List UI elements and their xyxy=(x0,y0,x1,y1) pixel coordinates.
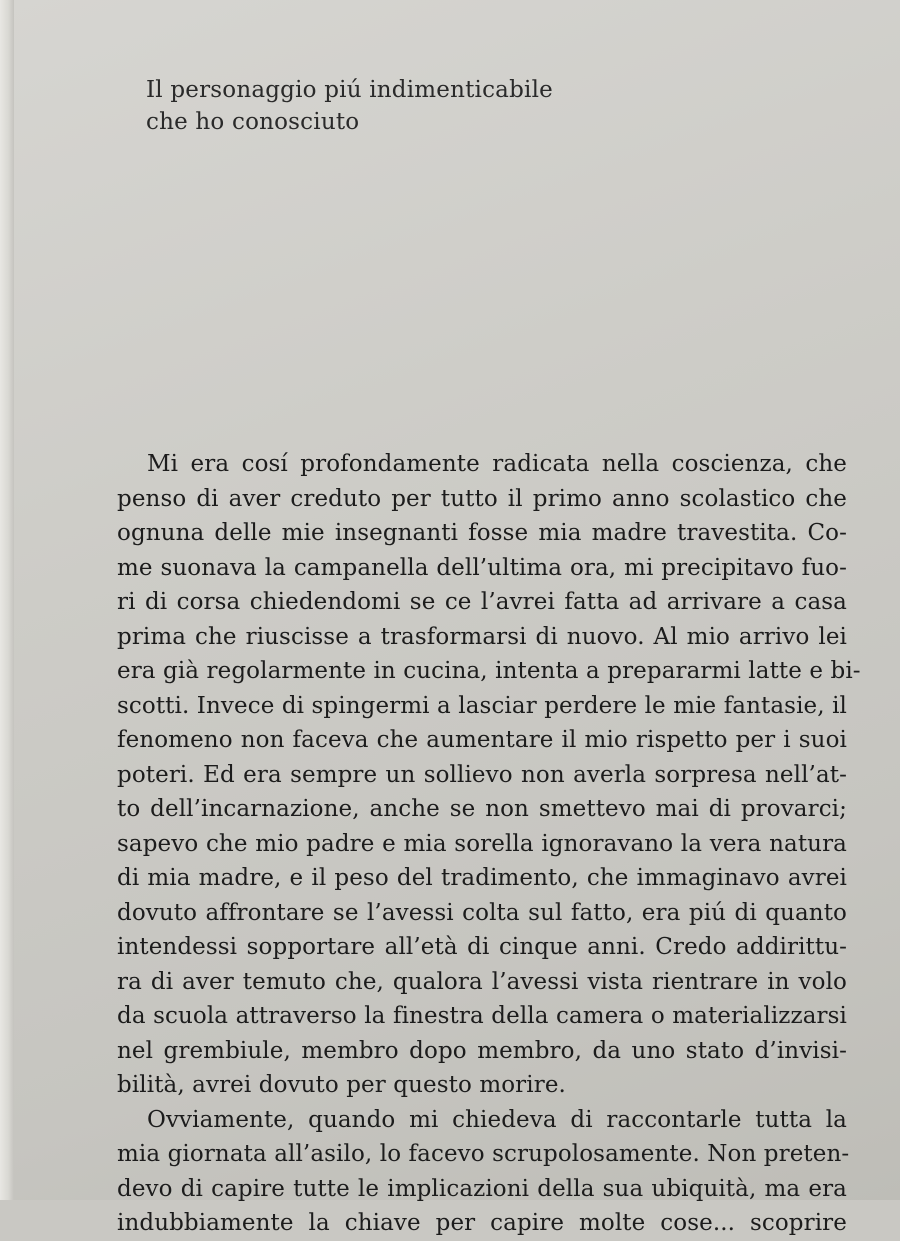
text-line: devo di capire tutte le implicazioni della sua ubiquità, ma era xyxy=(117,1175,847,1202)
text-line: poteri. Ed era sempre un sollievo non averla sorpresa nell’at- xyxy=(117,761,847,788)
text-line: ri di corsa chiedendomi se ce l’avrei fatta ad arrivare a casa xyxy=(117,589,847,615)
text-line: prima che riuscisse a trasformarsi di nuovo. Al mio arrivo lei xyxy=(117,623,847,650)
text-line: to dell’incarnazione, anche se non smettevo mai di provarci; xyxy=(117,796,847,822)
paragraph xyxy=(117,1103,850,1241)
text-line: me suonava la campanella dell’ultima ora, mi precipitavo fuo- xyxy=(117,554,847,581)
chapter-title xyxy=(146,74,646,138)
text-line: bilità, avrei dovuto per questo morire. xyxy=(117,1072,566,1098)
text-line: Mi era cosí profondamente radicata nella coscienza, che xyxy=(147,451,847,477)
text-line: sapevo che mio padre e mia sorella ignoravano la vera natura xyxy=(117,830,847,857)
text-line: fenomeno non faceva che aumentare il mio rispetto per i suoi xyxy=(117,727,847,753)
text-line: dovuto affrontare se l’avessi colta sul fatto, era piú di quanto xyxy=(117,899,847,926)
paragraph xyxy=(117,447,861,1103)
text-line: intendessi sopportare all’età di cinque anni. Credo addirittu- xyxy=(117,934,847,960)
text-line: Ovviamente, quando mi chiedeva di raccontarle tutta la xyxy=(147,1106,847,1133)
body-text xyxy=(117,447,861,1241)
text-line: indubbiamente la chiave per capire molte cose... scoprire xyxy=(117,1210,847,1236)
text-line: ognuna delle mie insegnanti fosse mia madre travestita. Co- xyxy=(117,520,847,546)
text-line: mia giornata all’asilo, lo facevo scrupolosamente. Non preten- xyxy=(117,1141,850,1167)
text-line: penso di aver creduto per tutto il primo anno scolastico che xyxy=(117,485,847,512)
text-line: scotti. Invece di spingermi a lasciar perdere le mie fantasie, il xyxy=(117,692,847,719)
text-line: ra di aver temuto che, qualora l’avessi vista rientrare in volo xyxy=(117,968,847,995)
text-line: nel grembiule, membro dopo membro, da uno stato d’invisi- xyxy=(117,1037,847,1064)
text-line: di mia madre, e il peso del tradimento, che immaginavo avrei xyxy=(117,865,847,891)
page-edge xyxy=(0,0,14,1200)
chapter-title-line: Il personaggio piú indimenticabile xyxy=(146,77,553,103)
text-line: da scuola attraverso la finestra della camera o materializzarsi xyxy=(117,1003,847,1029)
chapter-title-line: che ho conosciuto xyxy=(146,109,360,135)
text-line: era già regolarmente in cucina, intenta a prepararmi latte e bi- xyxy=(117,658,861,684)
